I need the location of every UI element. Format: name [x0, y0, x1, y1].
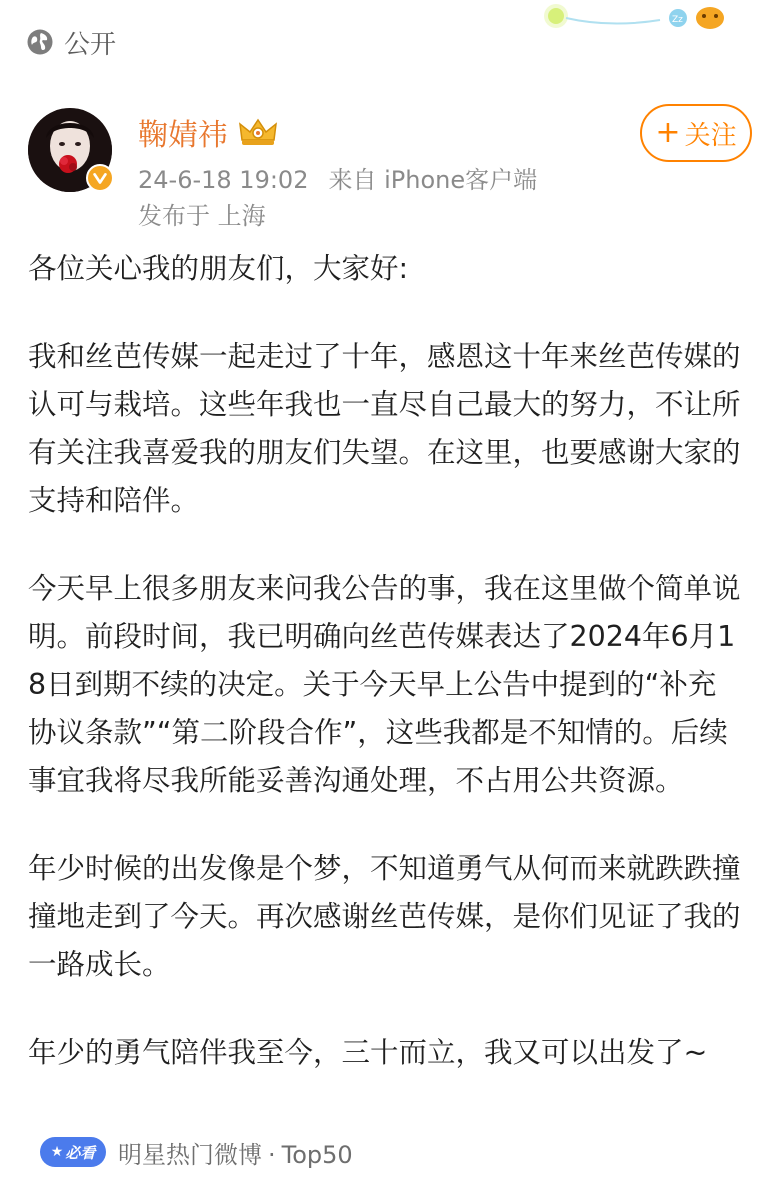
post-paragraph: 各位关心我的朋友们，大家好:	[28, 252, 409, 285]
post-body	[28, 245, 744, 1117]
plus-icon: +	[655, 115, 681, 150]
hot-post-text	[118, 1135, 353, 1170]
follow-label: 关注	[684, 120, 737, 151]
author-name[interactable]	[138, 110, 278, 154]
visibility-indicator[interactable]	[26, 24, 116, 60]
post-paragraph: 年少时候的出发像是个梦，不知道勇气从何而来就跌跌撞撞地走到了今天。再次感谢丝芭传媒，是你们见证了我的一路成长。	[28, 852, 741, 981]
star-icon: ★	[50, 1144, 64, 1160]
verified-badge-icon	[86, 164, 114, 192]
follow-button[interactable]	[640, 104, 752, 162]
visibility-label: 公开	[64, 29, 117, 60]
author-name-text[interactable]: 鞠婧祎	[138, 118, 228, 153]
post-meta	[138, 160, 537, 195]
badge-label: 必看	[65, 1143, 96, 1162]
decoration-icon	[540, 2, 760, 34]
post-source: 来自 iPhone客户端	[328, 166, 538, 194]
hot-rank: Top50	[281, 1140, 353, 1169]
hot-post-tag[interactable]	[40, 1134, 353, 1170]
must-see-badge	[40, 1137, 106, 1167]
post-timestamp: 24-6-18 19:02	[138, 166, 309, 194]
hot-list-name: 明星热门微博	[118, 1140, 262, 1169]
crown-icon	[238, 116, 278, 148]
globe-icon	[26, 28, 54, 56]
separator: ·	[268, 1140, 276, 1169]
post-paragraph: 今天早上很多朋友来问我公告的事，我在这里做个简单说明。前段时间，我已明确向丝芭传媒表达了2024年6月18日到期不续的决定。关于今天早上公告中提到的“补充协议条款”“第二阶段合作”，这些我都是不知情的。后续事宜我将尽我所能妥善沟通处理，不占用公共资源。	[28, 572, 741, 797]
svg-text:Zz: Zz	[672, 15, 683, 25]
post-location: 发布于 上海	[138, 202, 266, 230]
post-paragraph: 我和丝芭传媒一起走过了十年，感恩这十年来丝芭传媒的认可与栽培。这些年我也一直尽自己最大的努力，不让所有关注我喜爱我的朋友们失望。在这里，也要感谢大家的支持和陪伴。	[28, 340, 741, 517]
post-paragraph: 年少的勇气陪伴我至今，三十而立，我又可以出发了~	[28, 1036, 708, 1069]
